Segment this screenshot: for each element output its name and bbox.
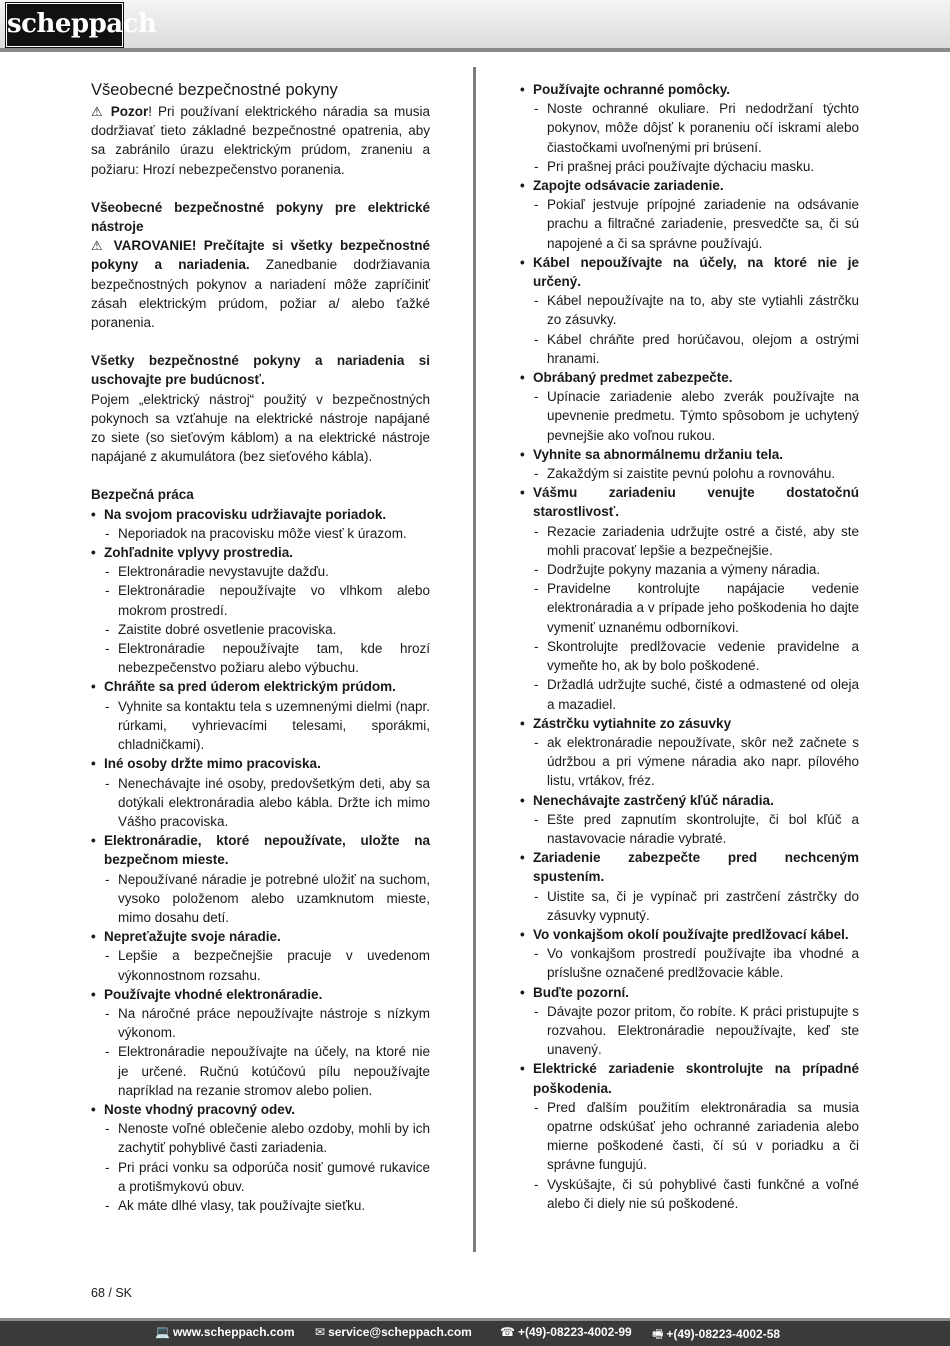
safety-sub-item: - Držadlá udržujte suché, čisté a odmastené od oleja a mazadiel.	[533, 675, 859, 713]
safety-sub-item: - Noste ochranné okuliare. Pri nedodržaní týchto pokynov, môže dôjsť k poraneniu očí iskrami alebo čiastočkami uvoľnenými pri brúsení.	[533, 99, 859, 157]
safety-item	[520, 983, 859, 1060]
safety-item-heading: • Noste vhodný pracovný odev.	[104, 1101, 296, 1117]
safety-item	[520, 714, 859, 791]
safety-sub-item: - Vo vonkajšom prostredí používajte iba vhodné a príslušne označené predlžovacie káble.	[533, 944, 859, 982]
computer-icon: 💻	[155, 1325, 170, 1339]
safety-item	[520, 848, 859, 925]
safety-sub-list	[533, 733, 859, 791]
safety-sub-list	[533, 195, 859, 253]
safety-item	[91, 505, 430, 543]
footer-email[interactable]	[315, 1325, 472, 1339]
safety-sub-item: - Elektronáradie nevystavujte dažďu.	[104, 562, 430, 581]
safety-sub-item: - Ešte pred zapnutím skontrolujte, či bol kľúč a nastavovacie náradie vybraté.	[533, 810, 859, 848]
section-heading-keep-instructions: Všetky bezpečnostné pokyny a nariadenia si uschovajte pre budúcnosť.	[91, 353, 430, 388]
safety-sub-item: - Ak máte dlhé vlasy, tak používajte sieťku.	[104, 1196, 430, 1215]
safety-item-heading: • Iné osoby držte mimo pracoviska.	[104, 756, 321, 772]
safety-sub-item: - Kábel nepoužívajte na to, aby ste vytiahli zástrčku zo zásuvky.	[533, 291, 859, 329]
safety-item	[91, 754, 430, 831]
safety-sub-item: - Upínacie zariadenie alebo zverák používajte na upevnenie predmetu. Týmto spôsobom je uchytený pevnejšie ako voľnou rukou.	[533, 387, 859, 445]
safety-item-heading: • Používajte ochranné pomôcky.	[533, 82, 731, 97]
left-safety-list	[91, 505, 430, 1216]
safety-item	[91, 543, 430, 677]
safety-sub-list	[104, 1004, 430, 1100]
safety-item	[91, 927, 430, 985]
safety-item	[520, 368, 859, 445]
safety-sub-item: - Pokiaľ jestvuje prípojné zariadenie na odsávanie prachu a filtračné zariadenie, presvedčte sa, či sú napojené a či sa správne používajú.	[533, 195, 859, 253]
safety-item-heading: • Zástrčku vytiahnite zo zásuvky	[533, 715, 732, 731]
safety-sub-item: - Elektronáradie nepoužívajte tam, kde hrozí nebezpečenstvo požiaru alebo výbuchu.	[104, 639, 430, 677]
safety-sub-item: - Vyskúšajte, či sú pohyblivé časti funkčné a voľné alebo či diely nie sú poškodené.	[533, 1175, 859, 1213]
safety-item-heading: • Na svojom pracovisku udržiavajte poriadok.	[104, 506, 387, 522]
fax-icon: 🖷	[652, 1327, 664, 1341]
safety-item	[91, 985, 430, 1100]
safety-item-heading: • Obrábaný predmet zabezpečte.	[533, 370, 733, 386]
safety-sub-item: - ak elektronáradie nepoužívate, skôr než začnete s údržbou a pri výmene náradia ako napr. pílového listu, vrtákov, fréz.	[533, 733, 859, 791]
phone-icon: ☎	[500, 1325, 515, 1339]
right-column	[520, 80, 859, 1213]
safety-item-heading: • Zohľadnite vplyvy prostredia.	[104, 545, 293, 561]
safety-sub-list	[533, 944, 859, 982]
section-warning-text: Zanedbanie dodržiavania bezpečnostných pokynov a nariadení môže zapríčiniť zásah elektrickým prúdom, požiar a/ alebo ťažké poranenia.	[91, 257, 430, 331]
safety-item-heading: • Elektrické zariadenie skontrolujte na prípadné poškodenia.	[533, 1061, 859, 1096]
safety-item	[520, 253, 859, 368]
safety-sub-list	[104, 562, 430, 677]
safety-sub-list	[104, 524, 430, 543]
safety-item-heading: • Vášmu zariadeniu venujte dostatočnú starostlivosť.	[533, 485, 859, 520]
safety-sub-item: - Neporiadok na pracovisku môže viesť k úrazom.	[104, 524, 430, 543]
safety-sub-item: - Elektronáradie nepoužívajte vo vlhkom alebo mokrom prostredí.	[104, 581, 430, 619]
safety-sub-list	[533, 464, 859, 483]
intro-warn-label: Pozor	[110, 104, 149, 119]
safety-sub-list	[533, 1098, 859, 1213]
safety-item-heading: • Kábel nepoužívajte na účely, na ktoré nie je určený.	[533, 254, 859, 290]
safety-sub-list	[533, 1002, 859, 1060]
safety-item	[520, 80, 859, 176]
footer-email-text: service@scheppach.com	[328, 1325, 472, 1339]
section-heading-power-tools: Všeobecné bezpečnostné pokyny pre elektrické nástroje	[91, 199, 430, 235]
safety-item-heading: • Buďte pozorní.	[533, 984, 629, 1000]
safety-sub-item: - Pri práci vonku sa odporúča nosiť gumové rukavice a protišmykovú obuv.	[104, 1158, 430, 1196]
safety-item-heading: • Chráňte sa pred úderom elektrickým prúdom.	[104, 679, 396, 695]
safety-sub-list	[104, 870, 430, 928]
section-warning-bold: VAROVANIE! Prečítajte si všetky bezpečnostné pokyny a nariadenia.	[91, 238, 430, 273]
safety-item	[520, 791, 859, 849]
safety-sub-item: - Rezacie zariadenia udržujte ostré a čisté, aby ste mohli pracovať lepšie a bezpečnejšie.	[533, 522, 859, 560]
safety-sub-item: - Uistite sa, či je vypínač pri zastrčení zástrčky do zásuvky vypnutý.	[533, 887, 859, 925]
footer-bar	[0, 1318, 950, 1346]
safety-item-heading: • Zariadenie zabezpečte pred nechceným spustením.	[533, 850, 859, 885]
footer-web[interactable]	[155, 1325, 295, 1339]
warning-triangle-icon: ⚠	[91, 238, 107, 254]
safety-item	[91, 831, 430, 927]
safety-item	[520, 445, 859, 483]
right-safety-list	[520, 80, 859, 1213]
column-divider	[473, 67, 476, 1252]
safety-sub-item: - Elektronáradie nepoužívajte na účely, na ktoré nie je určené. Ručnú kotúčovú pílu nepoužívajte napríklad na rezanie stromov alebo polien.	[104, 1042, 430, 1100]
safety-sub-item: - Kábel chráňte pred horúčavou, olejom a ostrými hranami.	[533, 330, 859, 368]
safety-sub-item: - Zaistite dobré osvetlenie pracoviska.	[104, 620, 430, 639]
safety-sub-list	[533, 887, 859, 925]
safety-sub-list	[104, 774, 430, 832]
footer-phone-text: +(49)-08223-4002-99	[517, 1325, 632, 1339]
page-title: Všeobecné bezpečnostné pokyny	[91, 81, 338, 99]
safety-sub-item: - Pravidelne kontrolujte napájacie vedenie elektronáradia a v prípade jeho poškodenia ho dajte vymeniť uznanému odborníkovi.	[533, 579, 859, 637]
safety-item	[91, 677, 430, 754]
safety-item	[520, 925, 859, 983]
safety-item	[520, 176, 859, 253]
envelope-icon: ✉	[315, 1325, 326, 1339]
safety-item-heading: • Vyhnite sa abnormálnemu držaniu tela.	[533, 446, 784, 462]
safety-sub-item: - Pred ďalším použitím elektronáradia sa musia opatrne odskúšať jeho ochranné zariadenia alebo mierne poškodené časti, čí sú v poriadku a či správne fungujú.	[533, 1098, 859, 1175]
safety-sub-item: - Dávajte pozor pritom, čo robíte. K práci pristupujte s rozvahou. Elektronáradie nepoužívajte, keď ste unavený.	[533, 1002, 859, 1060]
footer-fax-text: +(49)-08223-4002-58	[666, 1327, 781, 1341]
safety-sub-item: - Skontrolujte predlžovacie vedenie pravidelne a vymeňte ho, ak by bolo poškodené.	[533, 637, 859, 675]
power-tool-definition: Pojem „elektrický nástroj“ použitý v bezpečnostných pokynoch sa vzťahuje na elektrické nástroje napájané zo siete (so sieťovým káblom) a na elektrické nástroje napájané z akumulátora (bez sieťového kábla).	[91, 391, 430, 465]
safety-sub-list	[533, 291, 859, 368]
scheppach-logo[interactable]: scheppach	[6, 3, 123, 47]
safety-sub-item: - Dodržujte pokyny mazania a výmeny náradia.	[533, 560, 859, 579]
section-heading-safe-work: Bezpečná práca	[91, 487, 194, 503]
safety-sub-item: - Pri prašnej práci používajte dýchaciu masku.	[533, 157, 859, 176]
safety-item-heading: • Zapojte odsávacie zariadenie.	[533, 178, 724, 194]
safety-sub-list	[533, 810, 859, 848]
safety-sub-list	[104, 1119, 430, 1215]
safety-sub-list	[104, 946, 430, 984]
safety-sub-list	[533, 387, 859, 445]
safety-item-heading: • Vo vonkajšom okolí používajte predlžovací kábel.	[533, 926, 849, 942]
safety-sub-item: - Zakaždým si zaistite pevnú polohu a rovnováhu.	[533, 464, 859, 483]
safety-sub-item: - Na náročné práce nepoužívajte nástroje s nízkym výkonom.	[104, 1004, 430, 1042]
safety-item	[520, 483, 859, 713]
safety-item-heading: • Používajte vhodné elektronáradie.	[104, 986, 323, 1002]
safety-sub-item: - Nenechávajte iné osoby, predovšetkým deti, aby sa dotýkali elektronáradia alebo kábla. Držte ich mimo Vášho pracoviska.	[104, 774, 430, 832]
safety-sub-item: - Vyhnite sa kontaktu tela s uzemnenými dielmi (napr. rúrkami, vyhrievacími telesami, sporákmi, chladničkami).	[104, 697, 430, 755]
safety-item-heading: • Nenechávajte zastrčený kľúč náradia.	[533, 792, 774, 808]
intro-paragraph	[91, 102, 430, 179]
left-column	[91, 80, 430, 1215]
safety-sub-list	[104, 697, 430, 755]
section-warning-paragraph	[91, 236, 430, 332]
intro-text: ! Pri používaní elektrického náradia sa musia dodržiavať tieto základné bezpečnostné opatrenia, aby sa zabránilo úrazu elektrickým prúdom, zraneniu a požiaru: Hrozí nebezpečenstvo poranenia.	[91, 104, 430, 177]
safety-sub-list	[533, 99, 859, 176]
header-bar	[0, 0, 950, 48]
safety-sub-item: - Nepoužívané náradie je potrebné uložiť na suchom, vysoko položenom alebo uzamknutom mieste, mimo dosahu detí.	[104, 870, 430, 928]
safety-sub-list	[533, 522, 859, 714]
footer-phone[interactable]	[500, 1325, 632, 1339]
safety-item-heading: • Elektronáradie, ktoré nepoužívate, uložte na bezpečnom mieste.	[104, 833, 430, 868]
warning-triangle-icon: ⚠	[91, 104, 105, 119]
footer-web-text: www.scheppach.com	[172, 1325, 295, 1339]
safety-item	[520, 1059, 859, 1213]
safety-sub-item: - Lepšie a bezpečnejšie pracuje v uvedenom výkonnostnom rozsahu.	[104, 946, 430, 984]
safety-item-heading: • Nepreťažujte svoje náradie.	[104, 929, 281, 945]
safety-sub-item: - Nenoste voľné oblečenie alebo ozdoby, mohli by ich zachytiť pohyblivé časti zariadenia.	[104, 1119, 430, 1157]
safety-item	[91, 1100, 430, 1215]
page-number: 68 / SK	[91, 1286, 132, 1300]
header-rule	[0, 48, 950, 52]
